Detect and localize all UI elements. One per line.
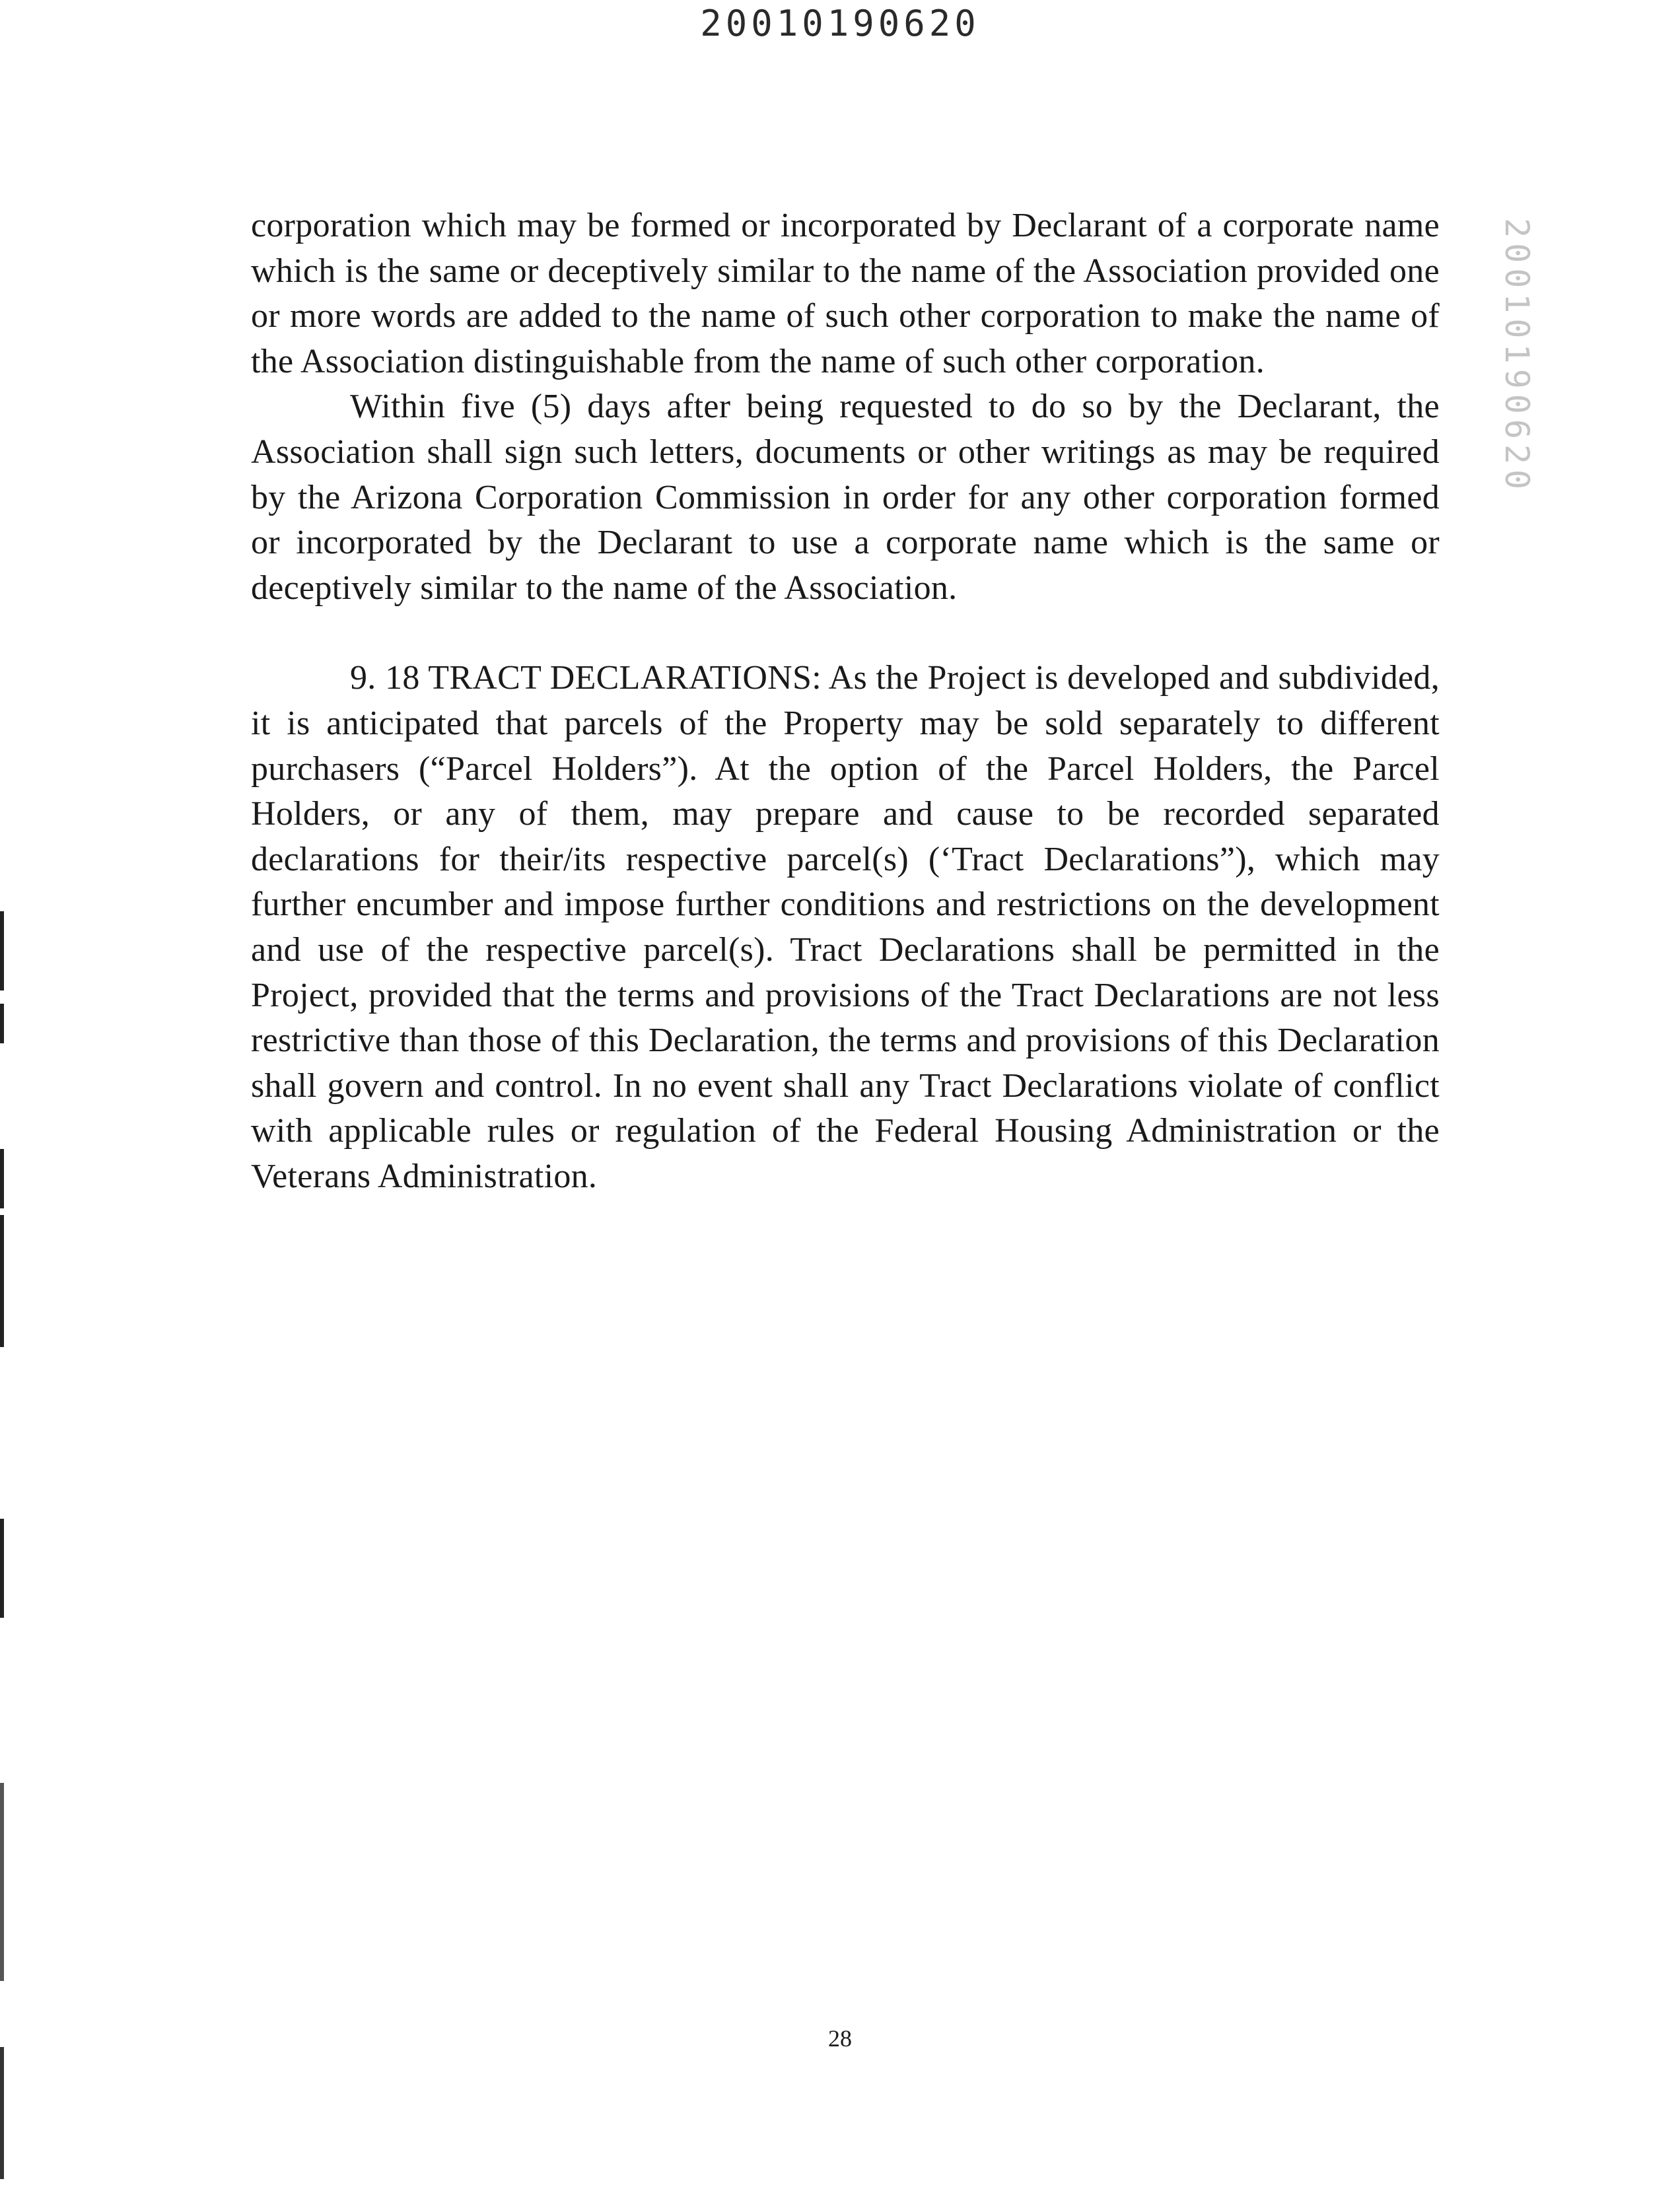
paragraph-within-five-days: Within five (5) days after being requested to do so by the Declarant, the Association shall sign such letters, documents or other writings as may be required by the Arizona Corporation Commission in order for any other corporation formed or incorporated by the Declarant to use a corporate name which is the same or deceptively similar to the name of the Association. [251, 388, 1440, 607]
scan-edge-mark [0, 1783, 4, 1981]
scan-edge-mark [0, 1149, 4, 1208]
recording-stamp: 20010190620 [1498, 218, 1536, 495]
scan-edge-mark [0, 2047, 4, 2179]
document-number: 20010190620 [700, 3, 980, 44]
paragraph-continuation: corporation which may be formed or incorporated by Declarant of a corporate name which is the same or deceptively similar to the name of the Association provided one or more words are added to the name of such other corporation to make the name of the Association distinguishable from the name of such other corporation. [251, 207, 1440, 380]
scan-edge-mark [0, 1004, 4, 1043]
page-number: 28 [828, 2025, 852, 2052]
scan-edge-mark [0, 1215, 4, 1347]
document-body [251, 203, 1440, 1199]
section-tract-declarations: 9. 18 TRACT DECLARATIONS: As the Project is developed and subdivided, it is anticipated that parcels of the Property may be sold separately to different purchasers (“Parcel Holders”). At the option of the Parcel Holders, the Parcel Holders, or any of them, may prepare and cause to be recorded separated declarations for their/its respective parcel(s) (‘Tract Declarations”), which may further encumber and impose further conditions and restrictions on the development and use of the respective parcel(s). Tract Declarations shall be permitted in the Project, provided that the terms and provisions of the Tract Declarations are not less restrictive than those of this Declaration, the terms and provisions of this Declaration shall govern and control. In no event shall any Tract Declarations violate of conflict with applicable rules or regulation of the Federal Housing Administration or the Veterans Administration. [251, 659, 1440, 1195]
scan-edge-mark [0, 911, 4, 990]
scan-edge-mark [0, 1519, 4, 1618]
